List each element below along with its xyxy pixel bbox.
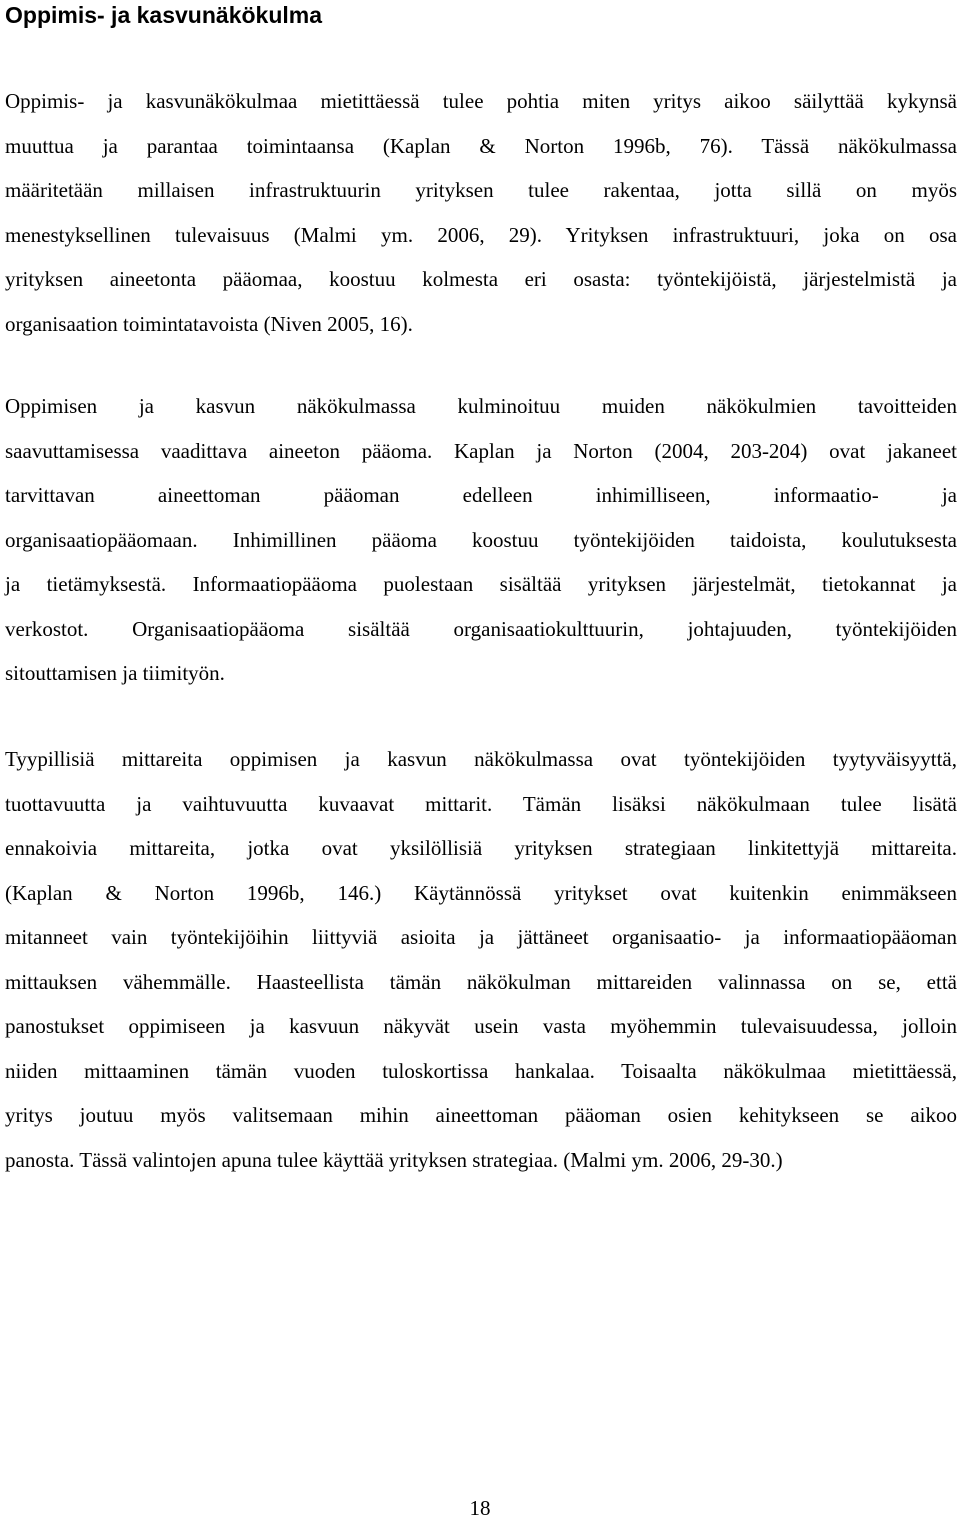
section-heading: Oppimis- ja kasvunäkökulma — [5, 2, 323, 28]
paragraph-1 — [5, 79, 957, 346]
paragraph-line: mitanneet vain työntekijöihin liittyviä asioita ja jättäneet organisaatio- ja informaatiopääoman — [5, 925, 957, 949]
paragraph-line: ennakoivia mittareita, jotka ovat yksilöllisiä yrityksen strategiaan linkitettyjä mittareita. — [5, 836, 957, 860]
paragraph-line: yrityksen aineetonta pääomaa, koostuu kolmesta eri osasta: työntekijöistä, järjestelmistä ja — [5, 267, 957, 291]
paragraph-line: sitouttamisen ja tiimityön. — [5, 661, 225, 685]
paragraph-line: niiden mittaaminen tämän vuoden tuloskortissa hankalaa. Toisaalta näkökulmaa mietittäessä, — [5, 1058, 957, 1083]
paragraph-line: organisaatiopääomaan. Inhimillinen pääoma koostuu työntekijöiden taidoista, koulutuksesta — [5, 527, 957, 552]
paragraph-line: menestyksellinen tulevaisuus (Malmi ym. 2006, 29). Yrityksen infrastruktuuri, joka on osa — [5, 222, 957, 247]
paragraph-line: ja tietämyksestä. Informaatiopääoma puolestaan sisältää yrityksen järjestelmät, tietokannat ja — [5, 572, 957, 596]
page-number: 18 — [469, 1496, 491, 1520]
paragraph-line: panosta. Tässä valintojen apuna tulee käyttää yrityksen strategiaa. (Malmi ym. 2006, 29-30.) — [5, 1147, 783, 1172]
paragraph-2 — [5, 384, 957, 696]
paragraph-line: mittauksen vähemmälle. Haasteellista tämän näkökulman mittareiden valinnassa on se, että — [5, 969, 957, 994]
paragraph-line: Tyypillisiä mittareita oppimisen ja kasvun näkökulmassa ovat työntekijöiden tyytyväisyyttä, — [5, 747, 957, 771]
paragraph-line: Oppimis- ja kasvunäkökulmaa mietittäessä tulee pohtia miten yritys aikoo säilyttää kykynsä — [5, 89, 957, 113]
paragraph-line: yritys joutuu myös valitsemaan mihin aineettoman pääoman osien kehitykseen se aikoo — [5, 1103, 957, 1127]
paragraph-line: määritetään millaisen infrastruktuurin yrityksen tulee rakentaa, jotta sillä on myös — [5, 178, 957, 202]
paragraph-3 — [5, 737, 957, 1182]
paragraph-line: tuottavuutta ja vaihtuvuutta kuvaavat mittarit. Tämän lisäksi näkökulmaan tulee lisätä — [5, 791, 957, 816]
paragraph-line: saavuttamisessa vaadittava aineeton pääoma. Kaplan ja Norton (2004, 203-204) ovat jakaneet — [5, 438, 957, 463]
paragraph-line: Oppimisen ja kasvun näkökulmassa kulminoituu muiden näkökulmien tavoitteiden — [5, 394, 957, 418]
paragraph-line: muuttua ja parantaa toimintaansa (Kaplan & Norton 1996b, 76). Tässä näkökulmassa — [5, 133, 957, 158]
paragraph-line: organisaation toimintatavoista (Niven 2005, 16). — [5, 311, 413, 336]
paragraph-line: panostukset oppimiseen ja kasvuun näkyvät usein vasta myöhemmin tulevaisuudessa, jolloin — [5, 1014, 957, 1038]
paragraph-line: (Kaplan & Norton 1996b, 146.) Käytännössä yritykset ovat kuitenkin enimmäkseen — [5, 880, 957, 905]
paragraph-line: verkostot. Organisaatiopääoma sisältää organisaatiokulttuurin, johtajuuden, työntekijöiden — [5, 616, 957, 641]
paragraph-line: tarvittavan aineettoman pääoman edelleen inhimilliseen, informaatio- ja — [5, 483, 957, 507]
